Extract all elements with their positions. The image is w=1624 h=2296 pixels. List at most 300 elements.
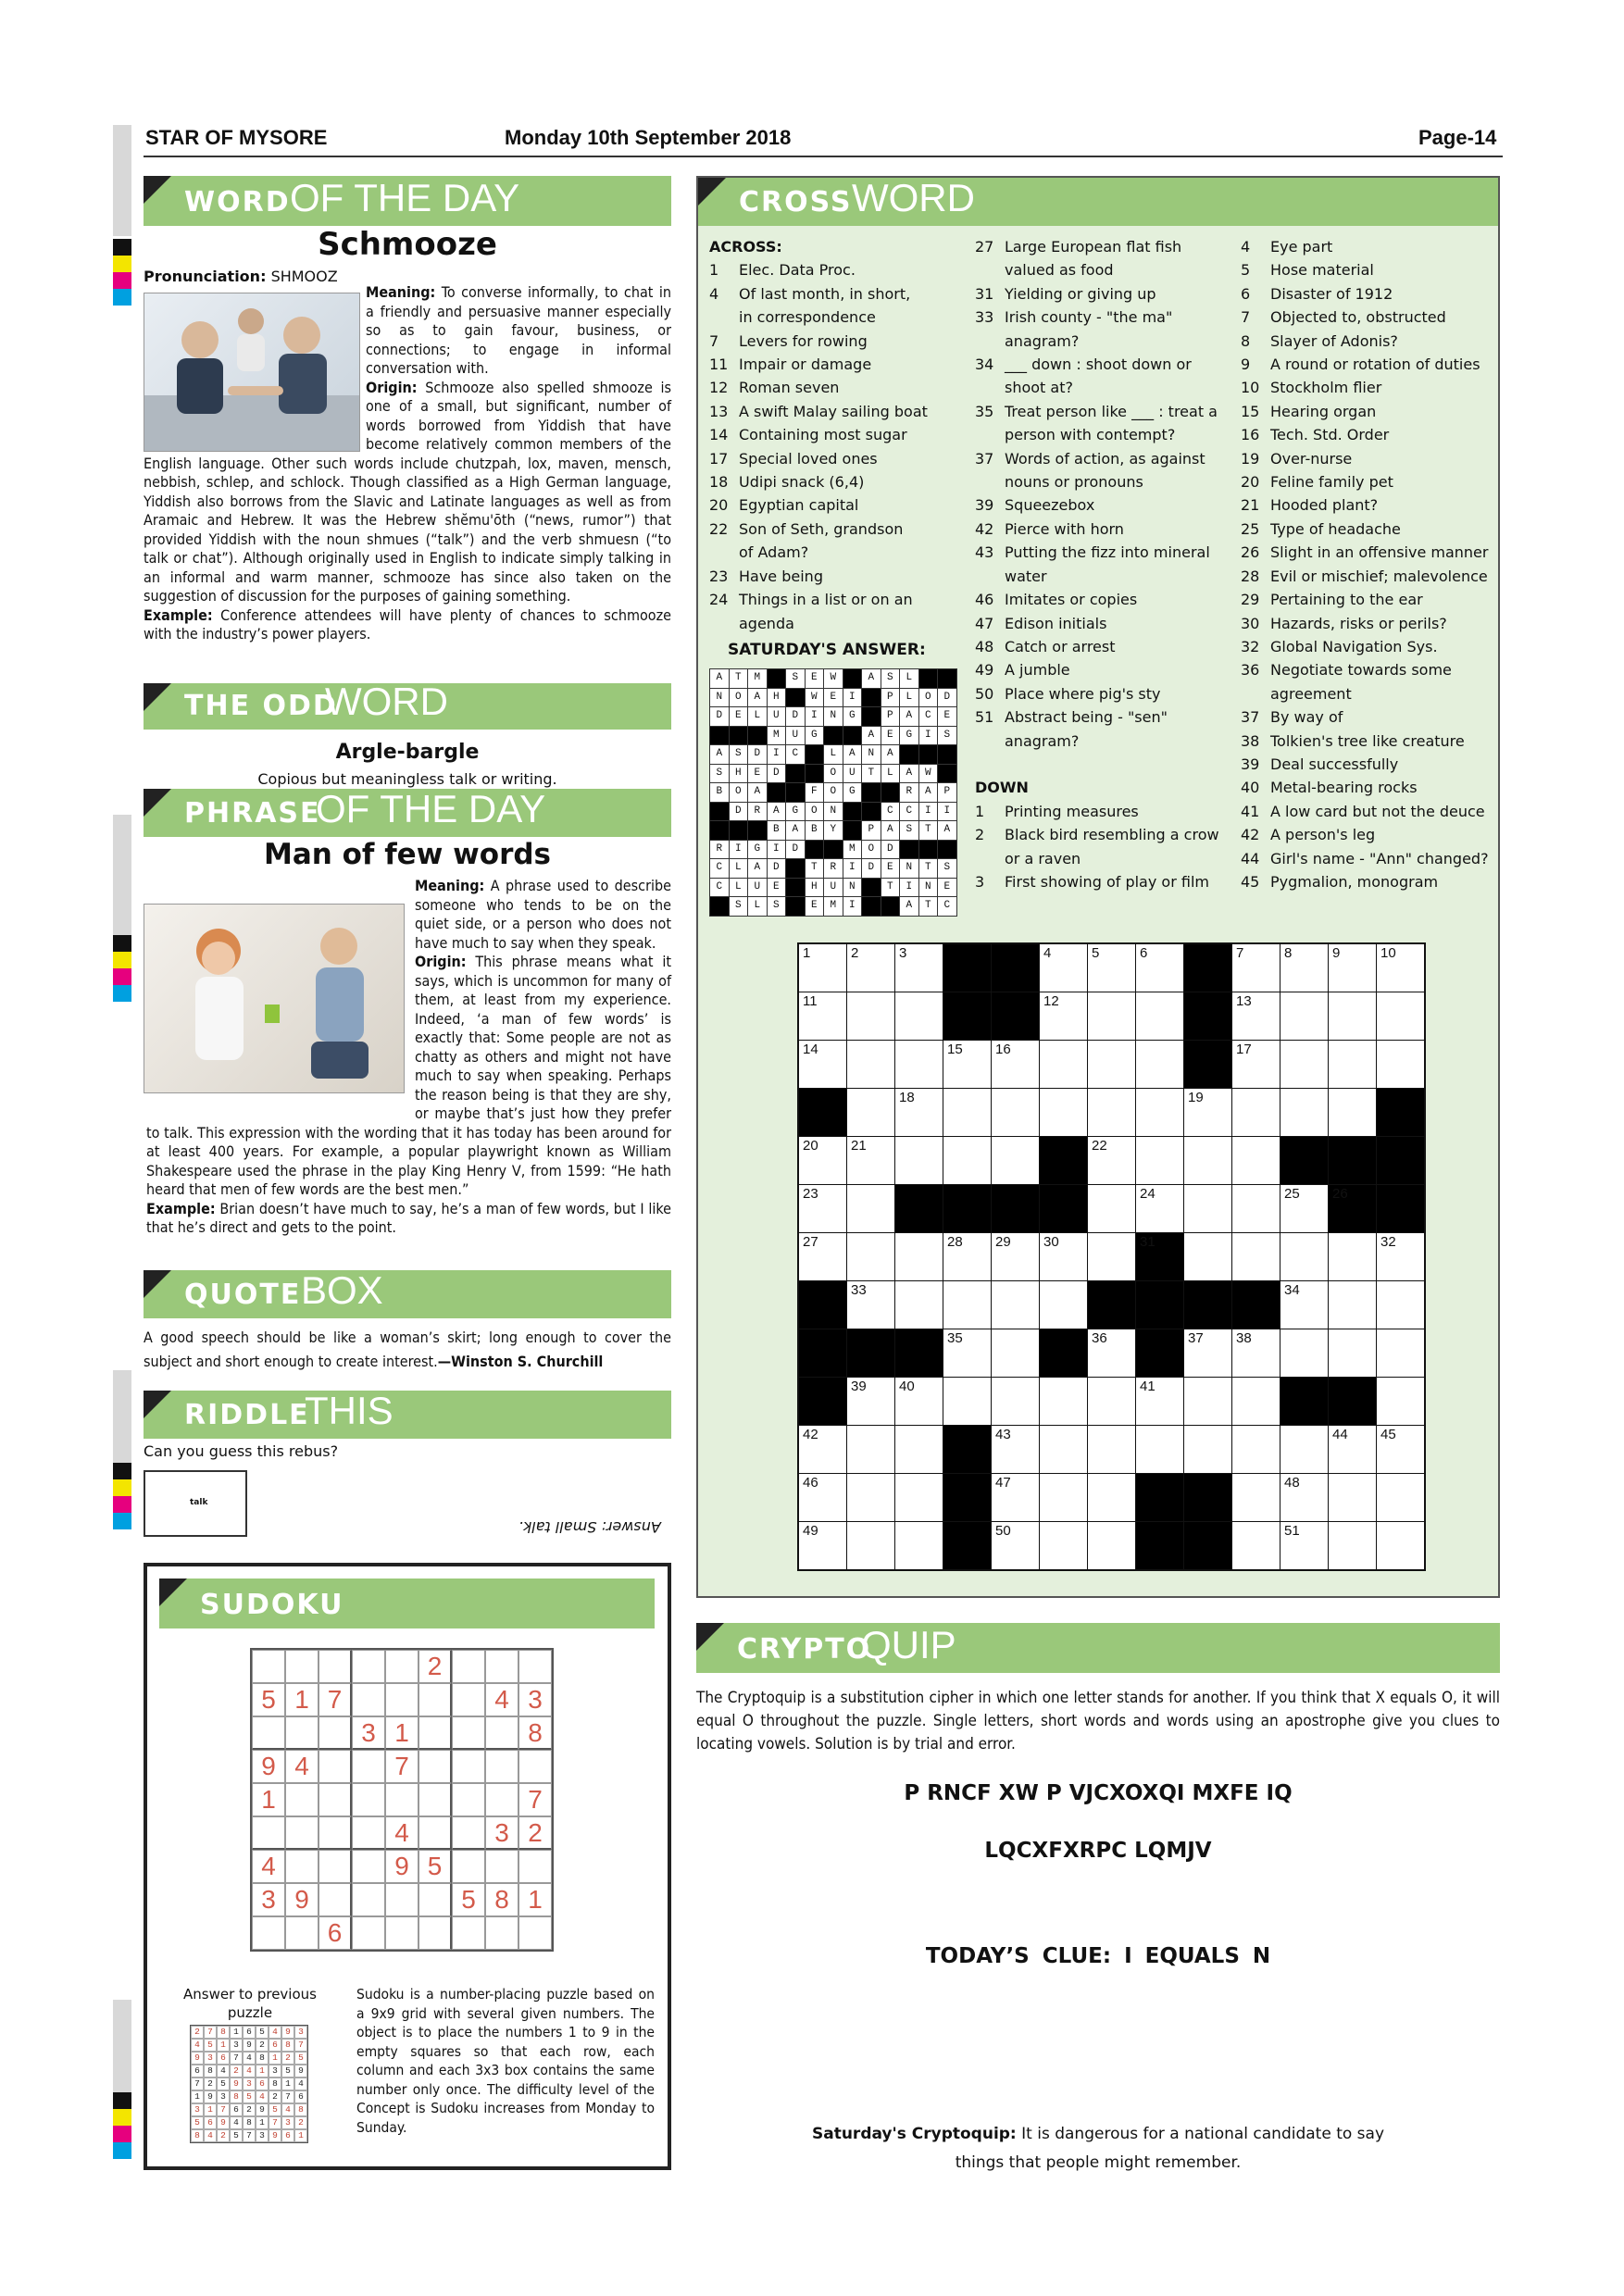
crossword-cell[interactable] bbox=[943, 1378, 991, 1425]
crossword-cell[interactable] bbox=[1329, 1522, 1376, 1569]
previous-sudoku-cell: 9 bbox=[243, 2039, 256, 2052]
answer-cell: P bbox=[938, 783, 956, 802]
crossword-cell[interactable] bbox=[1040, 1522, 1087, 1569]
crossword-block bbox=[895, 1185, 943, 1232]
sudoku-cell[interactable] bbox=[485, 1716, 518, 1750]
sudoku-cell[interactable] bbox=[352, 1816, 385, 1850]
quote-author: —Winston S. Churchill bbox=[437, 1353, 604, 1370]
sudoku-cell[interactable] bbox=[252, 1916, 285, 1950]
crossword-cell[interactable] bbox=[1377, 992, 1424, 1040]
crossword-cell[interactable] bbox=[1040, 1378, 1087, 1425]
crossword-cell[interactable] bbox=[992, 1522, 1039, 1569]
crossword-cell[interactable] bbox=[1184, 1089, 1231, 1136]
crossword-cell[interactable] bbox=[1088, 1041, 1135, 1088]
crossword-cell[interactable] bbox=[847, 992, 894, 1040]
clue-item bbox=[1241, 258, 1500, 281]
crossword-cell[interactable] bbox=[895, 944, 943, 992]
previous-sudoku-cell: 5 bbox=[191, 2116, 204, 2129]
crossword-cell[interactable] bbox=[943, 1041, 991, 1088]
crossword-cell[interactable] bbox=[799, 1474, 846, 1521]
previous-sudoku-cell: 9 bbox=[294, 2065, 307, 2078]
crossword-cell[interactable] bbox=[895, 1233, 943, 1280]
crossword-cell[interactable] bbox=[992, 1426, 1039, 1473]
word-of-day-banner bbox=[144, 176, 671, 226]
crossword-cell[interactable] bbox=[1232, 992, 1280, 1040]
crossword-cell[interactable] bbox=[1040, 1281, 1087, 1329]
crossword-cell[interactable] bbox=[1184, 1137, 1231, 1184]
sudoku-cell[interactable] bbox=[319, 1783, 352, 1816]
sudoku-cell[interactable] bbox=[518, 1916, 552, 1950]
crossword-cell[interactable] bbox=[1377, 1041, 1424, 1088]
crossword-cell[interactable] bbox=[1377, 1281, 1424, 1329]
sudoku-cell[interactable] bbox=[485, 1650, 518, 1683]
sudoku-cell[interactable] bbox=[385, 1883, 418, 1916]
crossword-cell[interactable] bbox=[847, 1522, 894, 1569]
clue-item bbox=[1241, 330, 1500, 353]
crossword-cell[interactable] bbox=[1040, 1233, 1087, 1280]
clue-item bbox=[975, 541, 1234, 564]
crossword-cell[interactable] bbox=[943, 1233, 991, 1280]
crossword-cell[interactable] bbox=[895, 1378, 943, 1425]
meaning-label: Meaning: bbox=[366, 283, 436, 301]
sudoku-cell[interactable] bbox=[352, 1850, 385, 1883]
crossword-cell[interactable] bbox=[1088, 1185, 1135, 1232]
sudoku-cell[interactable] bbox=[319, 1716, 352, 1750]
answer-cell: C bbox=[881, 803, 900, 821]
crossword-cell[interactable] bbox=[1280, 1329, 1328, 1377]
clue-number: 25 bbox=[1241, 519, 1260, 538]
crossword-cell[interactable] bbox=[895, 1041, 943, 1088]
crossword-cell[interactable] bbox=[1088, 1089, 1135, 1136]
crossword-cell[interactable] bbox=[1280, 1426, 1328, 1473]
sudoku-cell[interactable] bbox=[452, 1816, 485, 1850]
clue-text: Evil or mischief; malevolence bbox=[1270, 567, 1488, 585]
clue-item bbox=[709, 330, 952, 353]
clue-number: 44 bbox=[1241, 849, 1260, 867]
answer-cell: H bbox=[730, 765, 748, 783]
clue-number: 34 bbox=[975, 356, 994, 374]
sudoku-cell[interactable] bbox=[352, 1683, 385, 1716]
clue-text: valued as food bbox=[1005, 261, 1114, 280]
meaning-label: Meaning: bbox=[415, 877, 485, 894]
answer-block bbox=[938, 669, 956, 688]
crossword-cell[interactable] bbox=[847, 1233, 894, 1280]
clue-item bbox=[1241, 682, 1500, 705]
crossword-cell[interactable] bbox=[1280, 1089, 1328, 1136]
sudoku-cell[interactable] bbox=[385, 1683, 418, 1716]
crossword-cell[interactable] bbox=[1088, 1474, 1135, 1521]
sudoku-cell[interactable] bbox=[285, 1650, 319, 1683]
answer-cell: T bbox=[730, 669, 748, 688]
sudoku-cell[interactable] bbox=[252, 1816, 285, 1850]
clue-number: 16 bbox=[1241, 426, 1260, 444]
sudoku-cell[interactable] bbox=[485, 1850, 518, 1883]
answer-cell: O bbox=[824, 783, 843, 802]
crossword-cell[interactable] bbox=[943, 1281, 991, 1329]
crossword-cell[interactable] bbox=[1136, 992, 1183, 1040]
crossword-cell[interactable] bbox=[1232, 944, 1280, 992]
answer-block bbox=[900, 745, 918, 764]
crossword-cell[interactable] bbox=[895, 1522, 943, 1569]
clue-number: 1 bbox=[709, 261, 719, 280]
sudoku-cell[interactable] bbox=[285, 1816, 319, 1850]
crossword-cell[interactable] bbox=[1377, 1329, 1424, 1377]
sudoku-cell[interactable] bbox=[485, 1750, 518, 1783]
clue-text: Tolkien's tree like creature bbox=[1270, 731, 1465, 750]
clue-number: 22 bbox=[709, 519, 729, 538]
previous-sudoku-cell: 9 bbox=[281, 2026, 294, 2039]
crossword-cell[interactable] bbox=[847, 1137, 894, 1184]
crossword-cell[interactable] bbox=[895, 1137, 943, 1184]
crossword-cell[interactable] bbox=[1088, 1378, 1135, 1425]
crossword-cell[interactable] bbox=[1329, 1281, 1376, 1329]
printer-mark-strip bbox=[113, 125, 131, 236]
crossword-cell[interactable] bbox=[1329, 1329, 1376, 1377]
rebus-box bbox=[144, 1470, 247, 1537]
crossword-cell[interactable] bbox=[1280, 944, 1328, 992]
answer-cell: D bbox=[768, 765, 786, 783]
crossword-cell[interactable] bbox=[1040, 1426, 1087, 1473]
crossword-cell[interactable] bbox=[1280, 1474, 1328, 1521]
crossword-cell[interactable] bbox=[1280, 1041, 1328, 1088]
crossword-cell[interactable] bbox=[1280, 1185, 1328, 1232]
crossword-cell[interactable] bbox=[895, 1474, 943, 1521]
crossword-cell[interactable] bbox=[992, 1281, 1039, 1329]
sudoku-cell[interactable] bbox=[252, 1650, 285, 1683]
answer-cell: D bbox=[938, 689, 956, 707]
sudoku-cell[interactable] bbox=[319, 1750, 352, 1783]
cell-number: 19 bbox=[1188, 1090, 1204, 1105]
previous-sudoku-cell: 6 bbox=[256, 2078, 269, 2090]
crossword-cell[interactable] bbox=[1232, 1041, 1280, 1088]
sudoku-cell[interactable] bbox=[285, 1916, 319, 1950]
sudoku-cell[interactable] bbox=[285, 1716, 319, 1750]
clue-number: 39 bbox=[1241, 755, 1260, 773]
crossword-cell[interactable] bbox=[1377, 1426, 1424, 1473]
crossword-cell[interactable] bbox=[799, 1233, 846, 1280]
sudoku-cell: 5 bbox=[452, 1883, 485, 1916]
cell-number: 23 bbox=[803, 1186, 818, 1202]
crossword-cell[interactable] bbox=[1280, 1522, 1328, 1569]
clue-text: Of last month, in short, bbox=[739, 284, 911, 303]
sudoku-cell[interactable] bbox=[418, 1916, 452, 1950]
cell-number: 1 bbox=[803, 945, 811, 961]
previous-sudoku-cell: 7 bbox=[294, 2039, 307, 2052]
clue-number: 50 bbox=[975, 684, 994, 703]
crossword-cell[interactable] bbox=[1329, 1426, 1376, 1473]
crossword-cell[interactable] bbox=[1088, 1233, 1135, 1280]
clue-item bbox=[1241, 353, 1500, 376]
sudoku-cell[interactable] bbox=[452, 1850, 485, 1883]
crossword-cell[interactable] bbox=[1377, 1233, 1424, 1280]
sudoku-cell[interactable] bbox=[385, 1916, 418, 1950]
crossword-cell[interactable] bbox=[992, 1089, 1039, 1136]
crossword-cell[interactable] bbox=[1040, 1089, 1087, 1136]
crossword-cell[interactable] bbox=[1184, 1185, 1231, 1232]
previous-sudoku-cell: 6 bbox=[294, 2090, 307, 2103]
crossword-cell[interactable] bbox=[1184, 1329, 1231, 1377]
sudoku-cell[interactable] bbox=[352, 1650, 385, 1683]
crossword-cell[interactable] bbox=[895, 992, 943, 1040]
crossword-block bbox=[1136, 1329, 1183, 1377]
crossword-cell[interactable] bbox=[1040, 944, 1087, 992]
answer-block bbox=[862, 803, 881, 821]
crossword-cell[interactable] bbox=[1088, 1329, 1135, 1377]
sudoku-cell[interactable] bbox=[418, 1716, 452, 1750]
crossword-block bbox=[1184, 992, 1231, 1040]
crossword-cell[interactable] bbox=[1329, 1089, 1376, 1136]
sudoku-cell[interactable] bbox=[485, 1783, 518, 1816]
answer-cell: A bbox=[938, 821, 956, 840]
crossword-cell[interactable] bbox=[847, 1041, 894, 1088]
clue-text: Roman seven bbox=[739, 379, 840, 397]
clue-number: 35 bbox=[975, 402, 994, 420]
answer-cell: S bbox=[768, 897, 786, 916]
crossword-cell[interactable] bbox=[1232, 1185, 1280, 1232]
sudoku-cell[interactable] bbox=[319, 1883, 352, 1916]
sudoku-cell[interactable] bbox=[418, 1750, 452, 1783]
clue-number: 21 bbox=[1241, 496, 1260, 515]
crossword-cell[interactable] bbox=[895, 1281, 943, 1329]
crossword-cell[interactable] bbox=[799, 1522, 846, 1569]
clue-text: A jumble bbox=[1005, 661, 1070, 680]
sudoku-cell[interactable] bbox=[452, 1916, 485, 1950]
clue-number: 7 bbox=[709, 331, 719, 350]
crossword-cell[interactable] bbox=[1136, 1041, 1183, 1088]
answer-cell: A bbox=[748, 783, 767, 802]
clue-number: 20 bbox=[709, 496, 729, 515]
sudoku-cell[interactable] bbox=[518, 1650, 552, 1683]
sudoku-cell[interactable] bbox=[452, 1650, 485, 1683]
previous-sudoku-cell: 2 bbox=[256, 2039, 269, 2052]
crossword-cell[interactable] bbox=[847, 1089, 894, 1136]
crossword-cell[interactable] bbox=[1329, 1233, 1376, 1280]
crossword-cell[interactable] bbox=[847, 1426, 894, 1473]
sudoku-cell[interactable] bbox=[385, 1783, 418, 1816]
crossword-cell[interactable] bbox=[847, 1474, 894, 1521]
answer-cell: M bbox=[768, 727, 786, 745]
clue-number: 23 bbox=[709, 567, 729, 585]
clue-text: Egyptian capital bbox=[739, 496, 859, 515]
crossword-cell[interactable] bbox=[799, 992, 846, 1040]
sudoku-cell[interactable] bbox=[285, 1850, 319, 1883]
sudoku-cell[interactable] bbox=[485, 1916, 518, 1950]
crossword-cell[interactable] bbox=[799, 1137, 846, 1184]
sudoku-cell[interactable] bbox=[418, 1816, 452, 1850]
cell-number: 4 bbox=[1043, 945, 1052, 961]
crossword-cell[interactable] bbox=[1184, 1378, 1231, 1425]
crossword-cell[interactable] bbox=[847, 1378, 894, 1425]
odd-word-banner bbox=[144, 683, 671, 730]
sudoku-cell[interactable] bbox=[352, 1783, 385, 1816]
crossword-cell[interactable] bbox=[1329, 1474, 1376, 1521]
previous-sudoku-cell: 2 bbox=[294, 2116, 307, 2129]
sudoku-cell[interactable] bbox=[252, 1716, 285, 1750]
answer-cell: L bbox=[900, 689, 918, 707]
crossword-cell[interactable] bbox=[1280, 1281, 1328, 1329]
sudoku-cell[interactable] bbox=[352, 1750, 385, 1783]
sudoku-cell[interactable] bbox=[285, 1783, 319, 1816]
crossword-cell[interactable] bbox=[1088, 1426, 1135, 1473]
crossword-cell[interactable] bbox=[1329, 944, 1376, 992]
previous-sudoku-cell: 8 bbox=[243, 2116, 256, 2129]
crossword-cell[interactable] bbox=[1232, 1474, 1280, 1521]
crossword-cell[interactable] bbox=[1136, 1137, 1183, 1184]
clue-item bbox=[975, 447, 1234, 470]
answer-cell: S bbox=[881, 669, 900, 688]
crossword-block bbox=[1136, 1233, 1183, 1280]
previous-sudoku-cell: 1 bbox=[256, 2065, 269, 2078]
crossword-cell[interactable] bbox=[943, 1137, 991, 1184]
crossword-cell[interactable] bbox=[799, 1185, 846, 1232]
crossword-cell[interactable] bbox=[1280, 992, 1328, 1040]
crossword-cell[interactable] bbox=[1232, 1137, 1280, 1184]
answer-block bbox=[806, 745, 824, 764]
sudoku-cell[interactable] bbox=[452, 1716, 485, 1750]
crossword-cell[interactable] bbox=[1232, 1089, 1280, 1136]
previous-sudoku-cell: 5 bbox=[256, 2026, 269, 2039]
crossword-block bbox=[1377, 1137, 1424, 1184]
sudoku-cell[interactable] bbox=[452, 1783, 485, 1816]
crossword-cell[interactable] bbox=[1088, 1137, 1135, 1184]
sudoku-cell[interactable] bbox=[319, 1816, 352, 1850]
crossword-cell[interactable] bbox=[992, 1137, 1039, 1184]
clue-item bbox=[709, 470, 952, 493]
crossword-cell[interactable] bbox=[1377, 1378, 1424, 1425]
sudoku-cell[interactable] bbox=[352, 1883, 385, 1916]
answer-cell: U bbox=[748, 879, 767, 897]
clue-number: 38 bbox=[1241, 731, 1260, 750]
sudoku-cell: 4 bbox=[252, 1850, 285, 1883]
crossword-cell[interactable] bbox=[1232, 1233, 1280, 1280]
clue-number bbox=[975, 423, 1005, 446]
clue-item bbox=[1241, 658, 1500, 681]
crossword-cell[interactable] bbox=[992, 1329, 1039, 1377]
crossword-cell[interactable] bbox=[1329, 992, 1376, 1040]
crossword-cell[interactable] bbox=[1088, 1522, 1135, 1569]
previous-sudoku-cell: 5 bbox=[294, 2052, 307, 2065]
sudoku-cell[interactable] bbox=[518, 1850, 552, 1883]
clue-number: 9 bbox=[1241, 356, 1251, 374]
clue-number: 32 bbox=[1241, 637, 1260, 655]
clue-text: Irish county - "the ma" bbox=[1005, 308, 1173, 327]
sudoku-cell[interactable] bbox=[518, 1750, 552, 1783]
previous-sudoku-cell: 4 bbox=[256, 2090, 269, 2103]
clue-text: A swift Malay sailing boat bbox=[739, 402, 928, 420]
crossword-cell[interactable] bbox=[895, 1426, 943, 1473]
crossword-cell[interactable] bbox=[1136, 1089, 1183, 1136]
sudoku-cell[interactable] bbox=[418, 1883, 452, 1916]
answer-cell: A bbox=[881, 745, 900, 764]
crossword-cell[interactable] bbox=[847, 1185, 894, 1232]
crossword-cell[interactable] bbox=[1184, 1233, 1231, 1280]
clue-number: 13 bbox=[709, 402, 729, 420]
crossword-cell[interactable] bbox=[895, 1089, 943, 1136]
crossword-block bbox=[992, 992, 1039, 1040]
corner-triangle-icon bbox=[144, 789, 171, 817]
clue-item bbox=[1241, 705, 1500, 729]
clue-text: Black bird resembling a crow bbox=[1005, 826, 1219, 844]
sudoku-cell[interactable] bbox=[452, 1683, 485, 1716]
clue-number: 2 bbox=[975, 826, 985, 844]
crossword-cell[interactable] bbox=[1136, 1426, 1183, 1473]
sudoku-cell[interactable] bbox=[452, 1750, 485, 1783]
crossword-cell[interactable] bbox=[1232, 1378, 1280, 1425]
crossword-cell[interactable] bbox=[992, 1378, 1039, 1425]
crossword-cell[interactable] bbox=[992, 1474, 1039, 1521]
clue-text: Pygmalion, monogram bbox=[1270, 872, 1439, 891]
clue-item bbox=[1241, 423, 1500, 446]
crossword-cell[interactable] bbox=[1232, 1426, 1280, 1473]
cell-number: 40 bbox=[899, 1379, 915, 1394]
clue-item bbox=[1241, 612, 1500, 635]
sudoku-cell[interactable] bbox=[319, 1650, 352, 1683]
crossword-block bbox=[1184, 1474, 1231, 1521]
answer-block bbox=[824, 727, 843, 745]
previous-sudoku-cell: 1 bbox=[294, 2129, 307, 2142]
crossword-cell[interactable] bbox=[1232, 1329, 1280, 1377]
crossword-cell[interactable] bbox=[1377, 944, 1424, 992]
answer-cell: T bbox=[862, 765, 881, 783]
sudoku-cell[interactable] bbox=[418, 1783, 452, 1816]
crossword-cell[interactable] bbox=[799, 1426, 846, 1473]
crossword-cell[interactable] bbox=[943, 1329, 991, 1377]
sudoku-cell[interactable] bbox=[319, 1850, 352, 1883]
crossword-cell[interactable] bbox=[992, 1041, 1039, 1088]
answer-cell: P bbox=[862, 821, 881, 840]
answer-block bbox=[748, 821, 767, 840]
clue-number bbox=[975, 330, 1005, 353]
sudoku-cell: 7 bbox=[319, 1683, 352, 1716]
sudoku-cell: 2 bbox=[518, 1816, 552, 1850]
cell-number: 27 bbox=[803, 1234, 818, 1250]
crossword-cell[interactable] bbox=[1136, 1185, 1183, 1232]
crossword-cell[interactable] bbox=[1040, 1474, 1087, 1521]
crossword-cell[interactable] bbox=[943, 1089, 991, 1136]
pronunciation-label: Pronunciation: bbox=[144, 268, 267, 285]
crossword-cell[interactable] bbox=[799, 1041, 846, 1088]
crossword-cell[interactable] bbox=[1280, 1233, 1328, 1280]
crossword-cell[interactable] bbox=[1088, 944, 1135, 992]
crossword-cell[interactable] bbox=[1088, 992, 1135, 1040]
crossword-cell[interactable] bbox=[847, 1281, 894, 1329]
answer-cell: G bbox=[843, 707, 862, 726]
crossword-cell[interactable] bbox=[1136, 944, 1183, 992]
crossword-cell[interactable] bbox=[847, 944, 894, 992]
sudoku-cell[interactable] bbox=[352, 1916, 385, 1950]
crossword-cell[interactable] bbox=[1184, 1426, 1231, 1473]
crossword-cell[interactable] bbox=[1040, 1041, 1087, 1088]
sudoku-cell: 3 bbox=[485, 1816, 518, 1850]
crossword-cell[interactable] bbox=[1136, 1378, 1183, 1425]
clue-text: Place where pig's sty bbox=[1005, 684, 1161, 703]
crossword-cell[interactable] bbox=[1232, 1522, 1280, 1569]
clue-number: 37 bbox=[975, 449, 994, 468]
crossword-cell[interactable] bbox=[1329, 1041, 1376, 1088]
answer-block bbox=[786, 879, 805, 897]
clue-text: A round or rotation of duties bbox=[1270, 356, 1480, 374]
sudoku-cell[interactable] bbox=[418, 1683, 452, 1716]
crossword-cell[interactable] bbox=[1040, 992, 1087, 1040]
answer-cell: E bbox=[938, 879, 956, 897]
sudoku-cell[interactable] bbox=[385, 1650, 418, 1683]
crossword-block bbox=[943, 992, 991, 1040]
crossword-cell[interactable] bbox=[992, 1233, 1039, 1280]
crossword-cell[interactable] bbox=[1377, 1474, 1424, 1521]
crossword-cell[interactable] bbox=[1377, 1522, 1424, 1569]
clue-item bbox=[975, 376, 1234, 399]
crossword-cell[interactable] bbox=[799, 944, 846, 992]
